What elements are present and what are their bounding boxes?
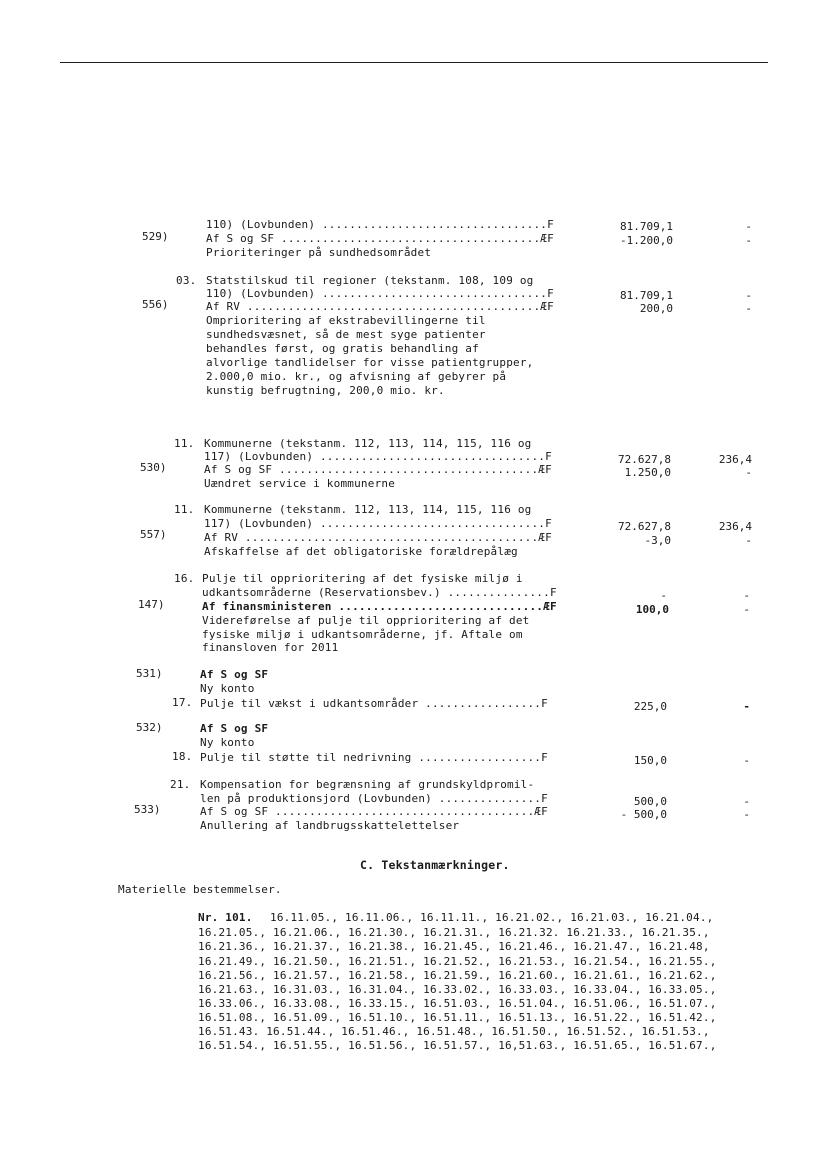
value: - 500,0 (620, 808, 667, 821)
note-line: 16.21.49., 16.21.50., 16.21.51., 16.21.52., 16.21.53., 16.21.54., 16.21.55., (198, 955, 717, 968)
line: 117) (Lovbunden) .................................F (204, 450, 552, 463)
note-line: 16.51.43. 16.51.44., 16.51.46., 16.51.48., 16.51.50., 16.51.52., 16.51.53., (198, 1025, 710, 1038)
line: 110) (Lovbunden) .................................F (206, 287, 554, 300)
value: - (743, 589, 750, 602)
line: 117) (Lovbunden) .................................F (204, 517, 552, 530)
line: Af finansministeren ..............................ÆF (202, 600, 557, 613)
value: - (743, 808, 750, 821)
amendment-ref: 532) (136, 721, 163, 734)
value: - (743, 700, 750, 713)
line: Pulje til støtte til nedrivning ..................F (200, 751, 548, 764)
note-line: 16.21.05., 16.21.06., 16.21.30., 16.21.31., 16.21.32. 16.21.33., 16.21.35., (198, 926, 710, 939)
line: Ny konto (200, 682, 255, 695)
line: Af RV ...........................................ÆF (206, 300, 554, 313)
note-line: 16.33.06., 16.33.08., 16.33.15., 16.51.03., 16.51.04., 16.51.06., 16.51.07., (198, 997, 717, 1010)
note-line: 16.11.05., 16.11.06., 16.11.11., 16.21.02., 16.21.03., 16.21.04., (270, 911, 714, 924)
value: 225,0 (633, 700, 667, 713)
line: Kompensation for begrænsning af grundskyldpromil- (200, 778, 535, 791)
value: - (745, 234, 752, 247)
value: - (743, 603, 750, 616)
description: Uændret service i kommunerne (204, 477, 396, 490)
value: 150,0 (633, 754, 667, 767)
line: Af S og SF ......................................ÆF (200, 805, 548, 818)
description: sundhedsvæsnet, så de mest syge patienter (206, 328, 486, 341)
line: Af RV ...........................................ÆF (204, 531, 552, 544)
amendment-ref: 530) (140, 461, 167, 474)
header-rule (60, 62, 768, 63)
value: 81.709,1 (620, 289, 673, 302)
line: udkantsområderne (Reservationsbev.) ...............F (202, 586, 557, 599)
value: 81.709,1 (620, 220, 673, 233)
line: Ny konto (200, 736, 255, 749)
value: - (745, 302, 752, 315)
note-line: 16.21.63., 16.31.03., 16.31.04., 16.33.02., 16.33.03., 16.33.04., 16.33.05., (198, 983, 717, 996)
line: Kommunerne (tekstanm. 112, 113, 114, 115, 116 og (204, 437, 532, 450)
description: kunstig befrugtning, 200,0 mio. kr. (206, 384, 445, 397)
value: 500,0 (633, 795, 667, 808)
value: - (745, 289, 752, 302)
description: alvorlige tandlidelser for visse patientgrupper, (206, 356, 534, 369)
description: Prioriteringer på sundhedsområdet (206, 246, 432, 259)
note-line: 16.21.36., 16.21.37., 16.21.38., 16.21.45., 16.21.46., 16.21.47., 16.21.48, (198, 940, 710, 953)
note-line: 16.21.56., 16.21.57., 16.21.58., 16.21.59., 16.21.60., 16.21.61., 16.21.62., (198, 969, 717, 982)
note-line: 16.51.08., 16.51.09., 16.51.10., 16.51.11., 16.51.13., 16.51.22., 16.51.42., (198, 1011, 717, 1024)
line: Af S og SF ......................................ÆF (206, 232, 554, 245)
value: 236,4 (718, 453, 752, 466)
line: Pulje til vækst i udkantsområder .................F (200, 697, 548, 710)
amendment-ref: 557) (140, 528, 167, 541)
value: 1.250,0 (624, 466, 671, 479)
value: - (660, 589, 667, 602)
amendment-ref: 533) (134, 803, 161, 816)
description: Afskaffelse af det obligatoriske forældrepålæg (204, 545, 518, 558)
value: - (745, 466, 752, 479)
line: Af S og SF ......................................ÆF (204, 463, 552, 476)
description: fysiske miljø i udkantsområderne, jf. Aftale om (202, 628, 523, 641)
value: 236,4 (718, 520, 752, 533)
amendment-ref: 531) (136, 667, 163, 680)
item-number: 16. (174, 572, 195, 585)
description: Anullering af landbrugsskattelettelser (200, 819, 460, 832)
note-line: 16.51.54., 16.51.55., 16.51.56., 16.51.57., 16,51.63., 16.51.65., 16.51.67., (198, 1039, 717, 1052)
description: Omprioritering af ekstrabevillingerne til (206, 314, 486, 327)
section-title: C. Tekstanmærkninger. (360, 858, 510, 872)
value: -3,0 (644, 534, 671, 547)
amendment-ref: 556) (142, 298, 169, 311)
item-number: 03. (176, 274, 197, 287)
description: 2.000,0 mio. kr., og afvisning af gebyrer på (206, 370, 507, 383)
line: Af S og SF (200, 722, 269, 735)
amendment-ref: 147) (138, 598, 165, 611)
value: 72.627,8 (618, 520, 671, 533)
line: Statstilskud til regioner (tekstanm. 108, 109 og (206, 274, 534, 287)
line: len på produktionsjord (Lovbunden) ...............F (200, 792, 548, 805)
value: 200,0 (639, 302, 673, 315)
amendment-ref: 529) (142, 230, 169, 243)
item-number: 18. (172, 750, 193, 763)
description: finansloven for 2011 (202, 641, 339, 654)
note-label: Nr. 101. (198, 911, 253, 924)
item-number: 17. (172, 696, 193, 709)
value: - (743, 795, 750, 808)
value: 72.627,8 (618, 453, 671, 466)
item-number: 11. (174, 503, 195, 516)
value: 100,0 (635, 603, 669, 616)
description: behandles først, og gratis behandling af (206, 342, 479, 355)
value: -1.200,0 (620, 234, 673, 247)
description: Videreførelse af pulje til opprioritering af det (202, 614, 530, 627)
value: - (745, 220, 752, 233)
value: - (745, 534, 752, 547)
line: Af S og SF (200, 668, 269, 681)
item-number: 11. (174, 437, 195, 450)
item-number: 21. (170, 778, 191, 791)
line: Kommunerne (tekstanm. 112, 113, 114, 115, 116 og (204, 503, 532, 516)
subheading: Materielle bestemmelser. (118, 883, 282, 896)
line: Pulje til opprioritering af det fysiske miljø i (202, 572, 523, 585)
value: - (743, 754, 750, 767)
line: 110) (Lovbunden) .................................F (206, 218, 554, 231)
